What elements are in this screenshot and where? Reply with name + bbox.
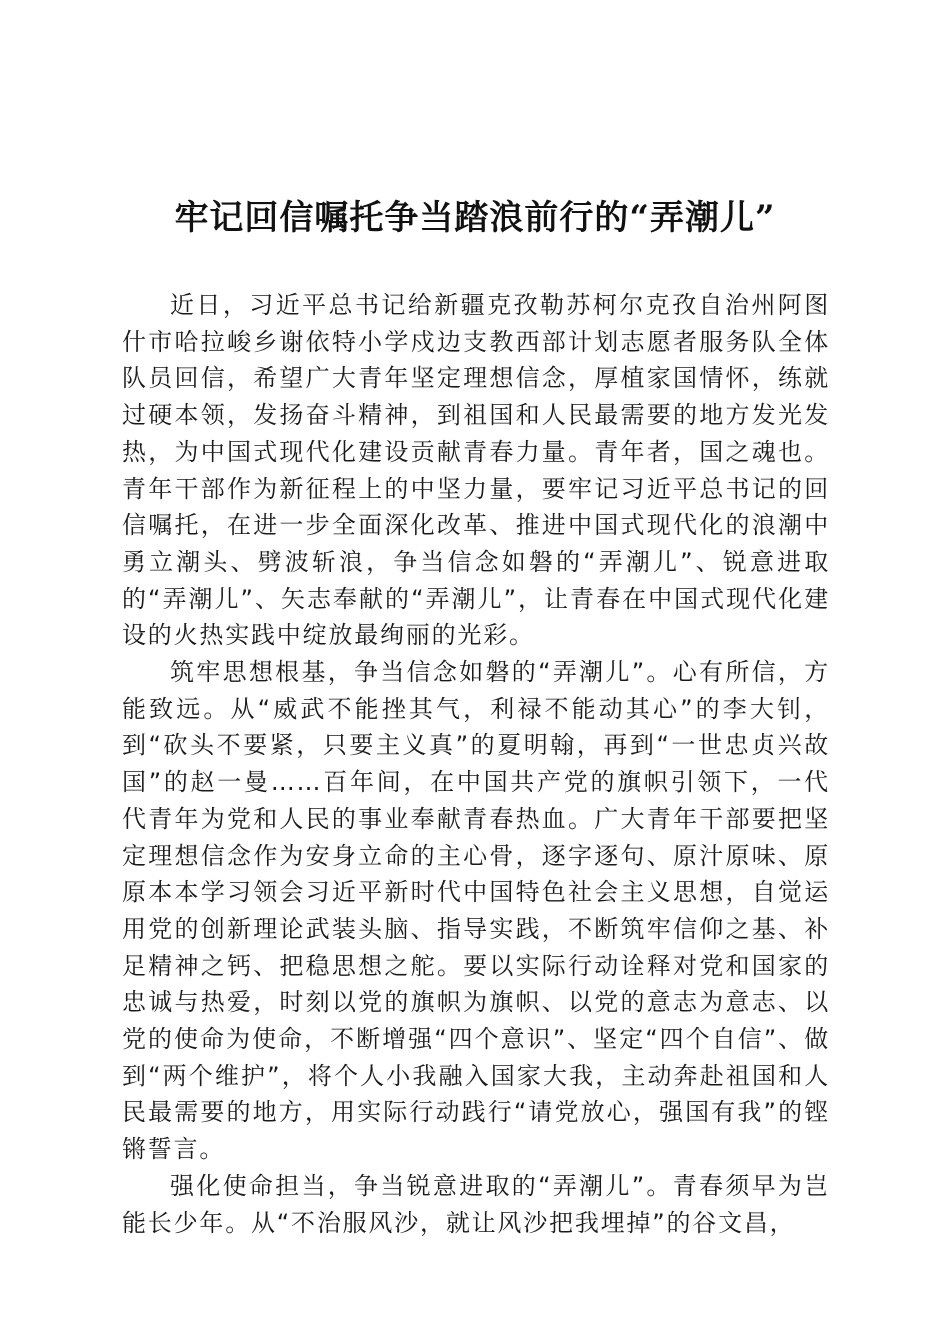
paragraph-mission-responsibility: 强化使命担当，争当锐意进取的“弄潮儿”。青春须早为岂能长少年。从“不治服风沙，就让风沙把我埋掉”的谷文昌， (122, 1171, 830, 1237)
document-body (122, 287, 830, 1241)
document-title: 牢记回信嘱托争当踏浪前行的“弄潮儿” (174, 198, 776, 238)
paragraph-intro: 近日，习近平总书记给新疆克孜勒苏柯尔克孜自治州阿图什市哈拉峻乡谢依特小学戍边支教西部计划志愿者服务队全体队员回信，希望广大青年坚定理想信念，厚植家国情怀，练就过硬本领，发扬奋斗精神，到祖国和人民最需要的地方发光发热，为中国式现代化建设贡献青春力量。青年者，国之魂也。青年干部作为新征程上的中坚力量，要牢记习近平总书记的回信嘱托，在进一步全面深化改革、推进中国式现代化的浪潮中勇立潮头、劈波斩浪，争当信念如磐的“弄潮儿”、锐意进取的“弄潮儿”、矢志奉献的“弄潮儿”，让青春在中国式现代化建设的火热实践中绽放最绚丽的光彩。 (122, 291, 830, 650)
paragraph-ideological-foundation: 筑牢思想根基，争当信念如磐的“弄潮儿”。心有所信，方能致远。从“威武不能挫其气，利禄不能动其心”的李大钊，到“砍头不要紧，只要主义真”的夏明翰，再到“一世忠贞兴故国”的赵一曼……百年间，在中国共产党的旗帜引领下，一代代青年为党和人民的事业奉献青春热血。广大青年干部要把坚定理想信念作为安身立命的主心骨，逐字逐句、原汁原味、原原本本学习领会习近平新时代中国特色社会主义思想，自觉运用党的创新理论武装头脑、指导实践，不断筑牢信仰之基、补足精神之钙、把稳思想之舵。要以实际行动诠释对党和国家的忠诚与热爱，时刻以党的旗帜为旗帜、以党的意志为意志、以党的使命为使命，不断增强“四个意识”、坚定“四个自信”、做到“两个维护”，将个人小我融入国家大我，主动奔赴祖国和人民最需要的地方，用实际行动践行“请党放心，强国有我”的铿锵誓言。 (122, 658, 830, 1164)
